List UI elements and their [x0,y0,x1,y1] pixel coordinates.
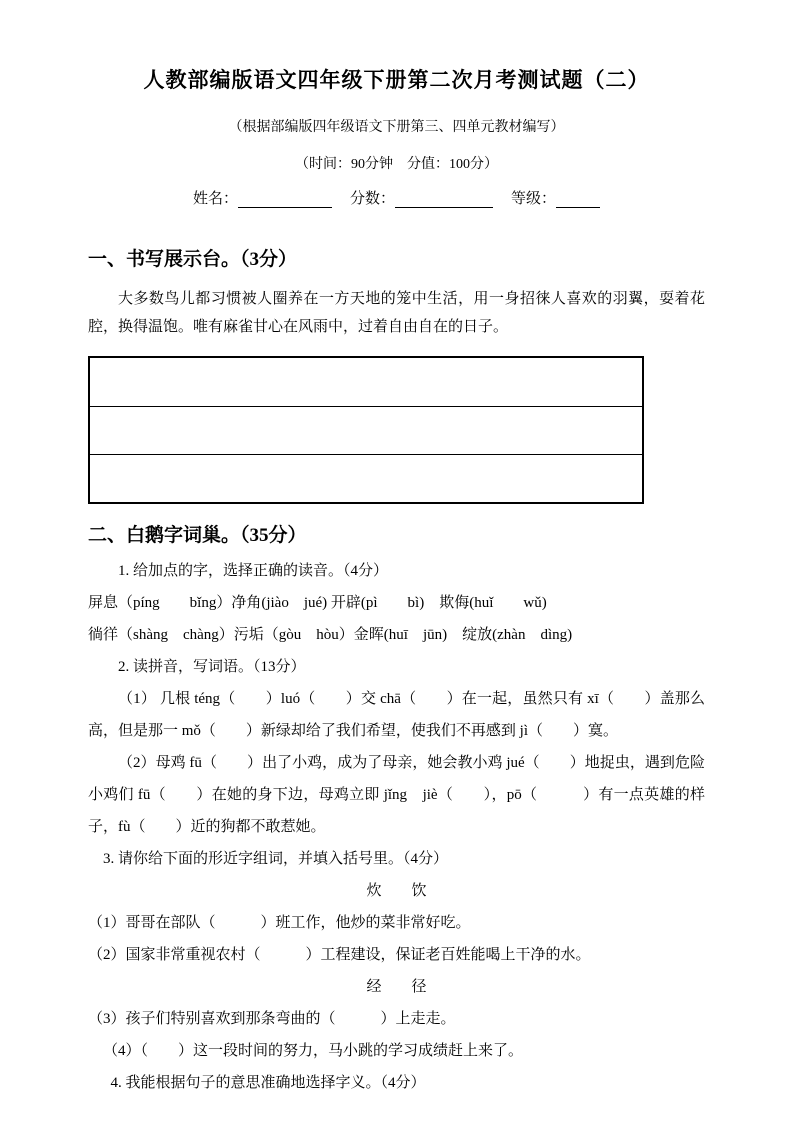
page-title: 人教部编版语文四年级下册第二次月考测试题（二） [143,68,650,92]
score-label: 分数： [349,191,395,207]
name-group [193,191,342,207]
section1-heading: 一、书写展示台。（3分） [88,249,298,270]
q3-item-3: （3）孩子们特别喜欢到那条弯曲的（ ）上走走。 [88,1011,456,1027]
q3-word-pair-1: 炊 饮 [366,883,427,899]
grade-label: 等级： [511,191,557,207]
section1-passage: 大多数鸟儿都习惯被人圈养在一方天地的笼中生活，用一身招徕人喜欢的羽翼，耍着花腔，换得温饱。唯有麻雀甘心在风雨中，过着自由自在的日子。 [88,291,705,335]
section2-body [88,555,705,1099]
grade-blank[interactable] [556,193,600,208]
q2-part-1: （1） 几根 téng（ ）luó（ ）交 chā（ ）在一起，虽然只有 xī（ ）盖那么高，但是那一 mǒ（ ）新绿却给了我们希望，使我们不再感到 jì（ ）寞。 [88,691,705,739]
q3-stem: 3. 请你给下面的形近字组词，并填入括号里。（4分） [103,851,449,867]
q1-stem: 1. 给加点的字，选择正确的读音。（4分） [118,563,389,579]
writing-row-2[interactable] [90,406,642,454]
score-blank[interactable] [395,193,493,208]
writing-row-1[interactable] [90,358,642,406]
grade-group [511,191,600,207]
q2-part-2: （2）母鸡 fū（ ）出了小鸡，成为了母亲，她会教小鸡 jué（ ）地捉虫，遇到危险小鸡们 fū（ ）在她的身下边，母鸡立即 jǐng jiè（ ），pō（ ）有一点英雄的样子，fù（ ）近的狗都不敢惹她。 [88,755,705,835]
name-score-grade-line [88,187,705,208]
section2-heading: 二、白鹅字词巢。（35分） [88,525,307,546]
writing-row-3[interactable] [90,454,642,502]
q3-word-pair-2: 经 径 [366,979,427,995]
name-label: 姓名： [192,191,238,207]
q2-stem: 2. 读拼音，写词语。（13分） [118,659,306,675]
q3-item-2: （2）国家非常重视农村（ ）工程建设，保证老百姓能喝上干净的水。 [88,947,591,963]
q1-pinyin-line-2: 徜徉（shàng chàng）污垢（gòu hòu）金晖(huī jūn) 绽放(zhàn dìng) [88,627,573,643]
q3-item-4: （4）（ ）这一段时间的努力，马小跳的学习成绩赶上来了。 [103,1043,524,1059]
q1-pinyin-line-1: 屏息（píng bǐng）净角(jiào jué) 开辟(pì bì) 欺侮(huǐ wǔ) [88,595,547,611]
time-score-meta: （时间：90分钟 分值：100分） [295,157,498,172]
q3-item-1: （1）哥哥在部队（ ）班工作，他炒的菜非常好吃。 [88,915,471,931]
page-subtitle: （根据部编版四年级语文下册第三、四单元教材编写） [228,120,565,135]
score-group [350,191,503,207]
writing-box [88,356,644,504]
q4-stem: 4. 我能根据句子的意思准确地选择字义。（4分） [110,1075,426,1091]
name-blank[interactable] [238,193,332,208]
